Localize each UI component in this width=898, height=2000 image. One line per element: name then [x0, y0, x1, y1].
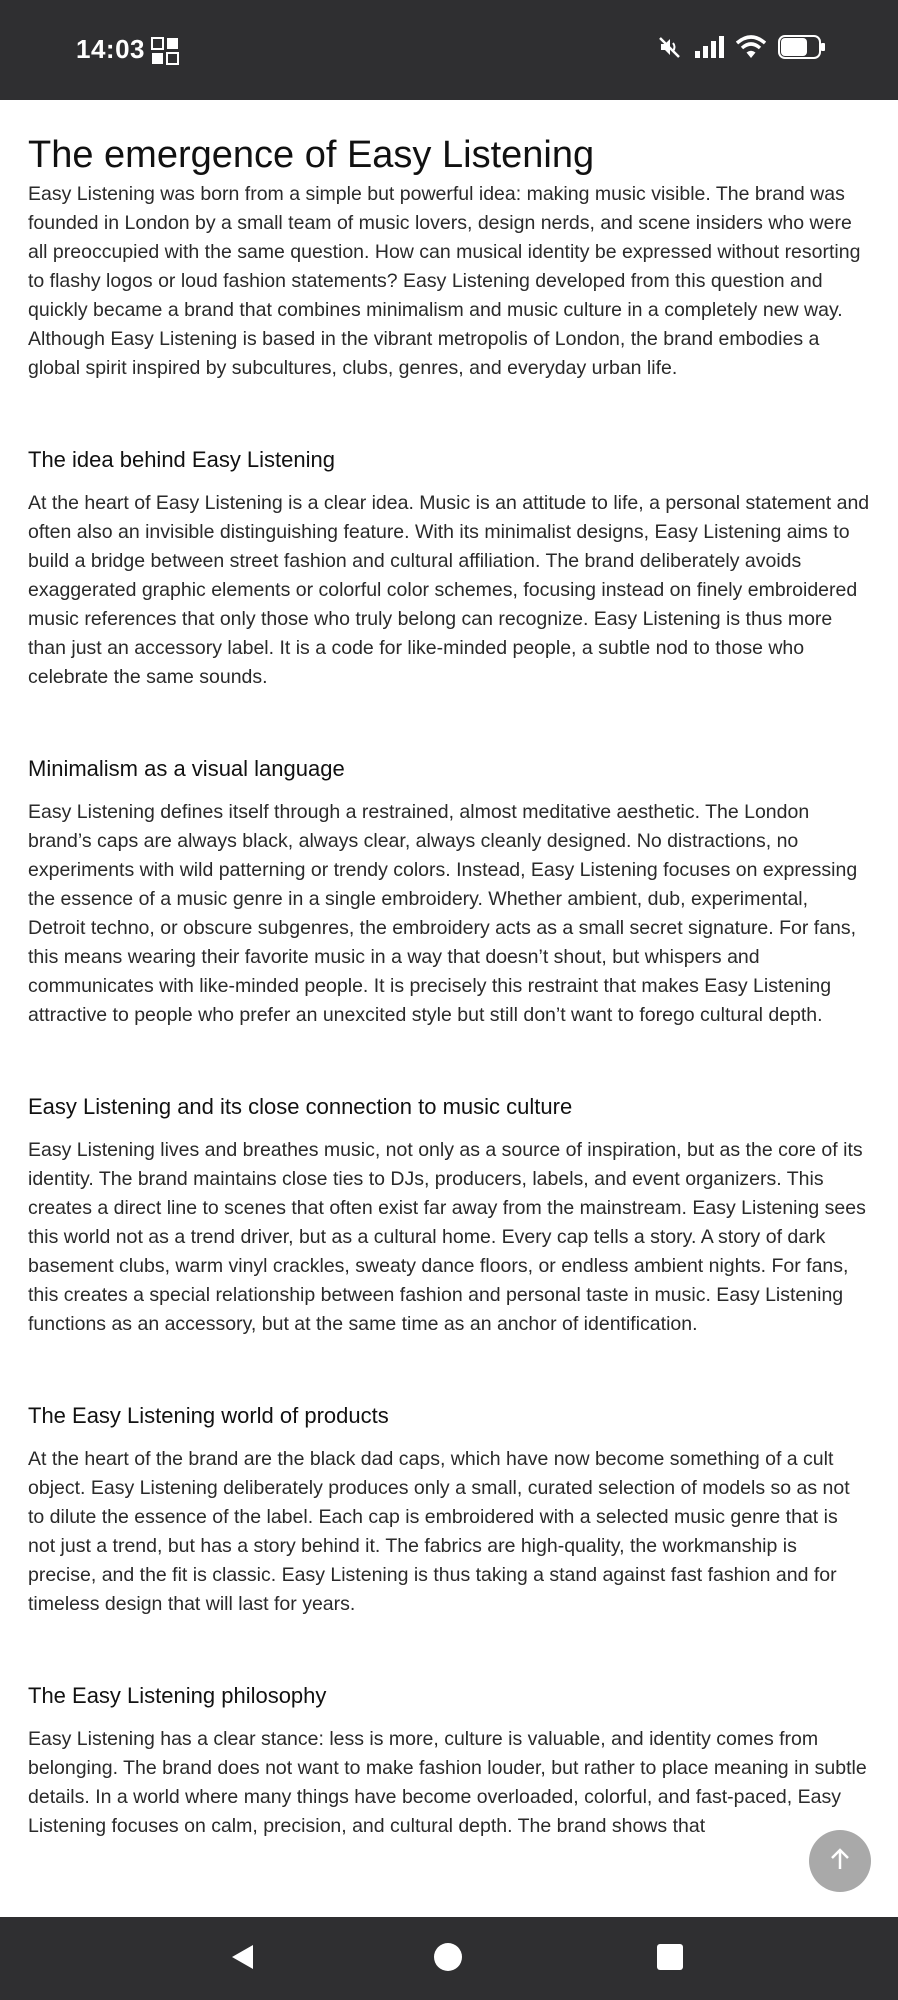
section-music-culture [28, 1092, 870, 1339]
wifi-icon [736, 35, 766, 59]
home-button[interactable] [430, 1941, 466, 1977]
section-heading: The idea behind Easy Listening [28, 447, 335, 472]
back-icon [227, 1942, 257, 1977]
section-philosophy [28, 1681, 870, 1841]
back-button[interactable] [224, 1941, 260, 1977]
intro-paragraph: Easy Listening was born from a simple but powerful idea: making music visible. The brand was founded in London by a small team of music lovers, design nerds, and scene insiders who were all preoccupied with the same question. How can musical identity be expressed without resorting to flashy logos or loud fashion statements? Easy Listening developed from this question and quickly became a brand that combines minimalism and music culture in a completely new way. Although Easy Listening is based in the vibrant metropolis of London, the brand embodies a global spirit inspired by subcultures, clubs, genres, and everyday urban life. [28, 183, 861, 379]
section-paragraph: Easy Listening defines itself through a restrained, almost meditative aesthetic. The London brand’s caps are always black, always clear, always cleanly designed. No distractions, no experiments with wild patterning or trendy colors. Instead, Easy Listening focuses on expressing the essence of a music genre in a single embroidery. Whether ambient, dub, experimental, Detroit techno, or obscure subgenres, the embroidery acts as a small secret signature. For fans, this means wearing their favorite music in a way that doesn’t shout, but whispers and communicates with like-minded people. It is precisely this restraint that makes Easy Listening attractive to people who prefer an unexcited style but still don’t want to forego cultural depth. [28, 801, 858, 1026]
section-idea [28, 445, 870, 692]
section-paragraph: At the heart of the brand are the black dad caps, which have now become something of a cult object. Easy Listening deliberately produces only a small, curated selection of models so as not to dilute the essence of the label. Each cap is embroidered with a selected music genre that is not just a trend, but has a story behind it. The fabrics are high-quality, the workmanship is precise, and the fit is classic. Easy Listening is thus taking a stand against fast fashion and for timeless design that will last for years. [28, 1448, 850, 1615]
scroll-to-top-button[interactable] [809, 1830, 871, 1892]
recents-button[interactable] [652, 1941, 688, 1977]
section-heading: Easy Listening and its close connection to music culture [28, 1094, 573, 1119]
page-title: The emergence of Easy Listening [28, 134, 595, 176]
section-heading: The Easy Listening world of products [28, 1403, 389, 1428]
arrow-up-icon [827, 1846, 853, 1877]
section-paragraph: Easy Listening lives and breathes music, not only as a source of inspiration, but as the core of its identity. The brand maintains close ties to DJs, producers, labels, and event organizers. This creates a direct line to scenes that often exist far away from the mainstream. Easy Listening sees this world not as a trend driver, but as a cultural home. Every cap tells a story. A story of dark basement clubs, warm vinyl crackles, sweaty dance floors, or endless ambient nights. For fans, this creates a special relationship between fashion and personal taste in music. Easy Listening functions as an accessory, but at the same time as an anchor of identification. [28, 1139, 866, 1335]
recents-icon [656, 1943, 684, 1976]
mute-icon [658, 35, 682, 59]
status-bar [0, 0, 898, 100]
section-heading: Minimalism as a visual language [28, 756, 345, 781]
signal-icon [694, 35, 724, 59]
section-heading: The Easy Listening philosophy [28, 1683, 327, 1708]
article [28, 100, 870, 1917]
home-icon [433, 1942, 463, 1977]
section-paragraph: At the heart of Easy Listening is a clear idea. Music is an attitude to life, a personal statement and often also an invisible distinguishing feature. With its minimalist designs, Easy Listening aims to build a bridge between street fashion and cultural affiliation. The brand deliberately avoids exaggerated graphic elements or colorful color schemes, focusing instead on finely embroidered music references that only those who truly belong can recognize. Easy Listening is thus more than just an accessory label. It is a code for like-minded people, a subtle nod to those who celebrate the same sounds. [28, 492, 870, 688]
status-icons [658, 35, 826, 59]
section-minimalism [28, 754, 870, 1030]
navigation-bar [0, 1917, 898, 2000]
status-time: 14:03 [76, 34, 145, 64]
section-paragraph: Easy Listening has a clear stance: less is more, culture is valuable, and identity comes from belonging. The brand does not want to make fashion louder, but rather to place meaning in subtle details. In a world where many things have become overloaded, colorful, and fast-paced, Easy Listening focuses on calm, precision, and cultural depth. The brand shows that [28, 1728, 867, 1837]
notification-grid-icon [151, 37, 179, 70]
battery-icon [778, 35, 826, 59]
section-products [28, 1401, 870, 1619]
